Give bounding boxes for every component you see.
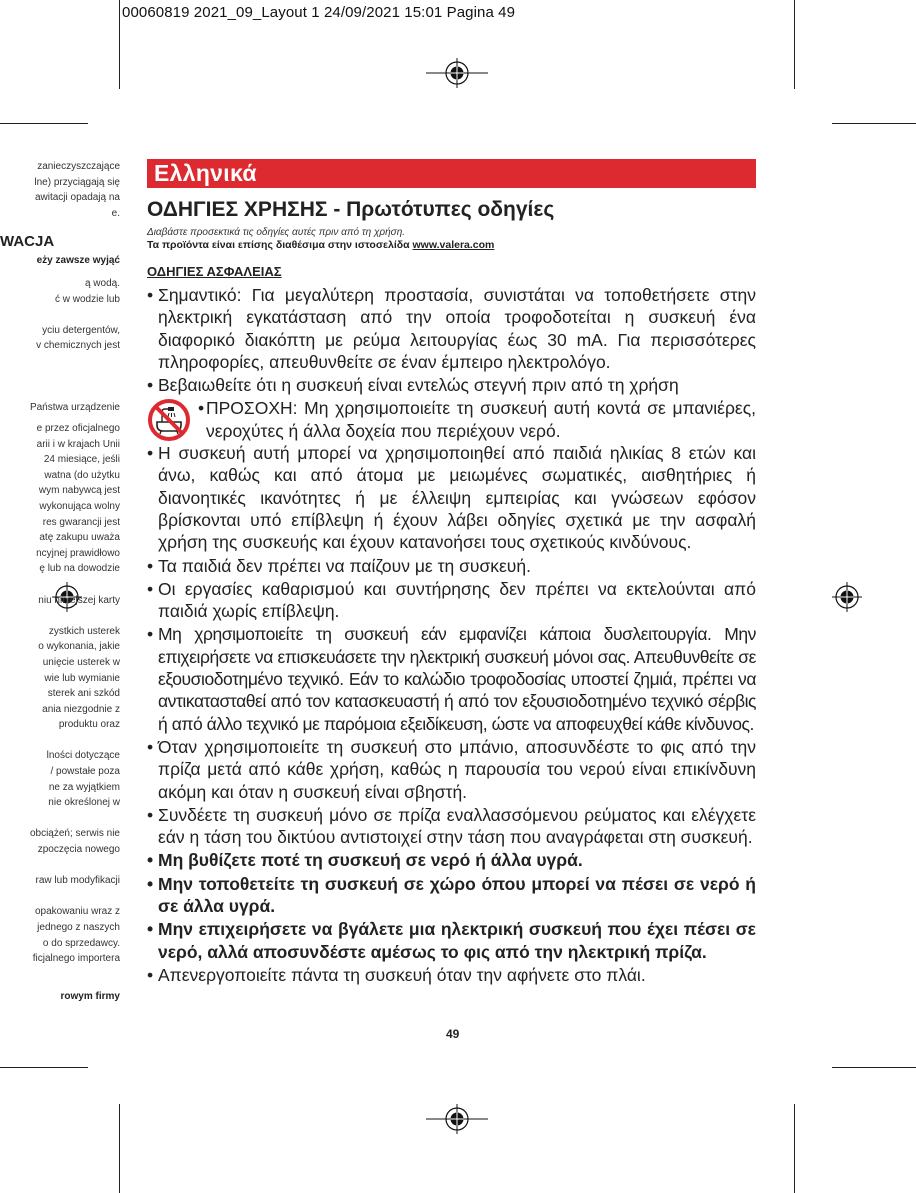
language-label: Ελληνικά [154,160,257,186]
bleed-line: raw lub modyfikacji [35,875,120,887]
crop-mark [0,123,88,124]
list-item: • Μη βυθίζετε ποτέ τη συσκευή σε νερό ή άλλα υγρά. [147,850,583,871]
bleed-line: niu niniejszej karty [38,594,120,606]
section-heading: ΟΔΗΓΙΕΣ ΑΣΦΑΛΕΙΑΣ [147,264,282,279]
bleed-line: ne za wyjątkiem [48,781,120,793]
bleed-line: nie określonej w [48,797,120,809]
bleed-line: ć w wodzie lub [54,293,120,305]
registration-mark-icon [426,1104,488,1134]
list-item: • Μη χρησιμοποιείτε τη συσκευή εάν εμφανίζει κάποια δυσλειτουργία. Μην επιχειρήσετε να επισκευάσετε την ηλεκτρική συσκευή μόνοι σας. Απευθυνθείτε σε εξουσιοδοτημένο τεχνικό. Εάν το καλώδιο τροφοδοσίας υποστεί ζημιά, πρέπει να αντικατασταθεί από τον κατασκευαστή ή από τον εξουσιοδοτημένο τεχνικό σέρβις ή από άλλο τεχνικό με παρόμοια εξειδίκευση, ώστε να αποφευχθεί κάθε κίνδυνος. [147,624,756,734]
bleed-line [0,608,120,624]
bleed-line: atę zakupu uważa [39,532,120,544]
bleed-line: Państwa urządzenie [29,402,120,413]
bleed-line [0,577,120,593]
bleed-line: ncyjnej prawidłowo [36,547,120,559]
bleed-line: ania niezgodnie z [42,703,120,715]
bleed-heading: WACJA [0,233,55,250]
crop-mark [119,0,120,89]
bleed-line: sterek ani szkód [47,688,120,700]
bleed-line [0,858,120,874]
safety-instructions [147,284,756,987]
bleed-line [0,811,120,827]
crop-mark [832,123,916,124]
page-number: 49 [446,1027,460,1041]
list-item: • Μην τοποθετείτε τη συσκευή σε χώρο όπου μπορεί να πέσει σε νερό ή σε άλλα υγρά. [147,873,756,917]
warning-item: • ΠΡΟΣΟΧΗ: Μη χρησιμοποιείτε τη συσκευή αυτή κοντά σε μπανιέρες, νεροχύτες ή άλλα δοχεία που περιέχουν νερό. [147,397,756,442]
bleed-text-top [0,159,120,221]
bleed-line: wie lub wymianie [44,672,120,684]
bleed-line: produktu oraz [58,719,120,731]
print-slug: 00060819 2021_09_Layout 1 24/09/2021 15:01 Pagina 49 [122,4,516,21]
crop-mark [794,0,795,89]
website-note-text: Τα προϊόντα είναι επίσης διαθέσιμα στην ιστοσελίδα [147,239,413,251]
crop-mark [832,1067,916,1068]
crop-mark [0,1067,88,1068]
bleed-bold-line: eży zawsze wyjąć [36,255,120,266]
bleed-line: zanieczyszczające [37,161,120,172]
bleed-line: zystkich usterek [48,625,120,637]
bleed-line: yciu detergentów, [42,324,120,336]
list-item: • Βεβαιωθείτε ότι η συσκευή είναι εντελώς στεγνή πριν από τη χρήση [147,375,679,396]
bleed-line: ę lub na dowodzie [39,563,120,575]
read-instructions-note: Διαβάστε προσεκτικά τις οδηγίες αυτές πριν από τη χρήση. [147,227,406,238]
bleed-line: o do sprzedawcy. [42,937,120,949]
list-item: • Συνδέετε τη συσκευή μόνο σε πρίζα εναλλασσόμενου ρεύματος και ελέγχετε εάν η τάση του δικτύου αντιστοιχεί στην τάση που αναγράφεται στη συσκευή. [147,804,756,848]
list-item: • Τα παιδιά δεν πρέπει να παίζουν με τη συσκευή. [147,555,531,576]
bleed-line: awitacji opadają na [34,192,120,204]
bleed-line: res gwarancji jest [42,516,120,528]
list-item: • Οι εργασίες καθαρισμού και συντήρησης δεν πρέπει να εκτελούνται από παιδιά χωρίς επίβλεψη. [147,578,756,622]
bleed-line [0,307,120,323]
bleed-line: wykonująca wolny [39,500,120,512]
bleed-line: wym nabywcą jest [38,485,120,497]
list-item: • Η συσκευή αυτή μπορεί να χρησιμοποιηθεί από παιδιά ηλικίας 8 ετών και άνω, καθώς και από άτομα με μειωμένες σωματικές, αισθητήριες ή διανοητικές ικανότητες ή με έλλειψη εμπειρίας και γνώσεων εφόσον βρίσκονται υπό επίβλεψη ή έχουν λάβει οδηγίες σχετικά με την ασφαλή χρήση της συσκευής και έχουν κατανοήσει τους σχετικούς κινδύνους. [147,443,756,553]
bleed-line [0,889,120,905]
bleed-line: ą wodą. [84,278,120,289]
registration-mark-icon [426,58,488,88]
bleed-line: / powstałe poza [50,766,120,778]
bleed-bold-bottom: rowym firmy [60,991,120,1002]
bleed-line: 24 miesiące, jeśli [43,454,120,466]
list-item: • Απενεργοποιείτε πάντα τη συσκευή όταν την αφήνετε στο πλάι. [147,964,646,985]
crop-mark [794,1104,795,1193]
bleed-line: watna (do użytku [44,469,120,481]
page-title: ΟΔΗΓΙΕΣ ΧΡΗΣΗΣ - Πρωτότυπες οδηγίες [147,198,555,221]
no-bathtub-warning-icon [147,398,191,442]
language-banner [147,159,756,188]
bleed-text-c [0,421,120,967]
bleed-line: jednego z naszych [37,922,120,933]
bleed-line: unięcie usterek w [42,656,120,668]
bleed-line: e przez oficjalnego [36,423,120,434]
website-link[interactable]: www.valera.com [412,239,495,251]
bleed-line: o wykonania, jakie [38,641,120,653]
list-item: • Σημαντικό: Για μεγαλύτερη προστασία, συνιστάται να τοποθετήσετε στην ηλεκτρική εγκατάσταση από την οποία τροφοδοτείται η συσκευή ένα διαφορικό διακόπτη με ρεύμα λειτουργίας έως 30 mA. Για περισσότερες πληροφορίες, απευθυνθείτε σε έναν έμπειρο ηλεκτρολόγο. [147,285,756,372]
bleed-text-b [0,400,120,416]
bleed-line: v chemicznych jest [36,340,120,352]
bleed-line: opakowaniu wraz z [34,906,120,918]
registration-mark-icon [832,582,862,612]
bleed-line: ficjalnego importera [32,953,120,965]
bleed-line: e. [111,207,120,219]
bleed-line: lne) przyciągają się [34,176,120,188]
bleed-line [0,733,120,749]
bleed-line: arii i w krajach Unii [36,438,120,450]
bleed-text-mid [0,276,120,354]
bleed-line: obciążeń; serwis nie [29,828,120,840]
crop-mark [119,1104,120,1193]
list-item: • Όταν χρησιμοποιείτε τη συσκευή στο μπάνιο, αποσυνδέστε το φις από την πρίζα μετά από κάθε χρήση, καθώς η παρουσία του νερού είναι επικίνδυνη ακόμη και όταν η συσκευή είναι σβηστή. [147,736,756,802]
bleed-line: zpoczęcia nowego [37,844,120,856]
website-note [147,239,494,251]
bleed-line: lności dotyczące [46,750,120,762]
list-item: • Μην επιχειρήσετε να βγάλετε μια ηλεκτρική συσκευή που έχει πέσει σε νερό, αλλά αποσυνδέστε αμέσως το φις από την ηλεκτρική πρίζα. [147,919,756,962]
